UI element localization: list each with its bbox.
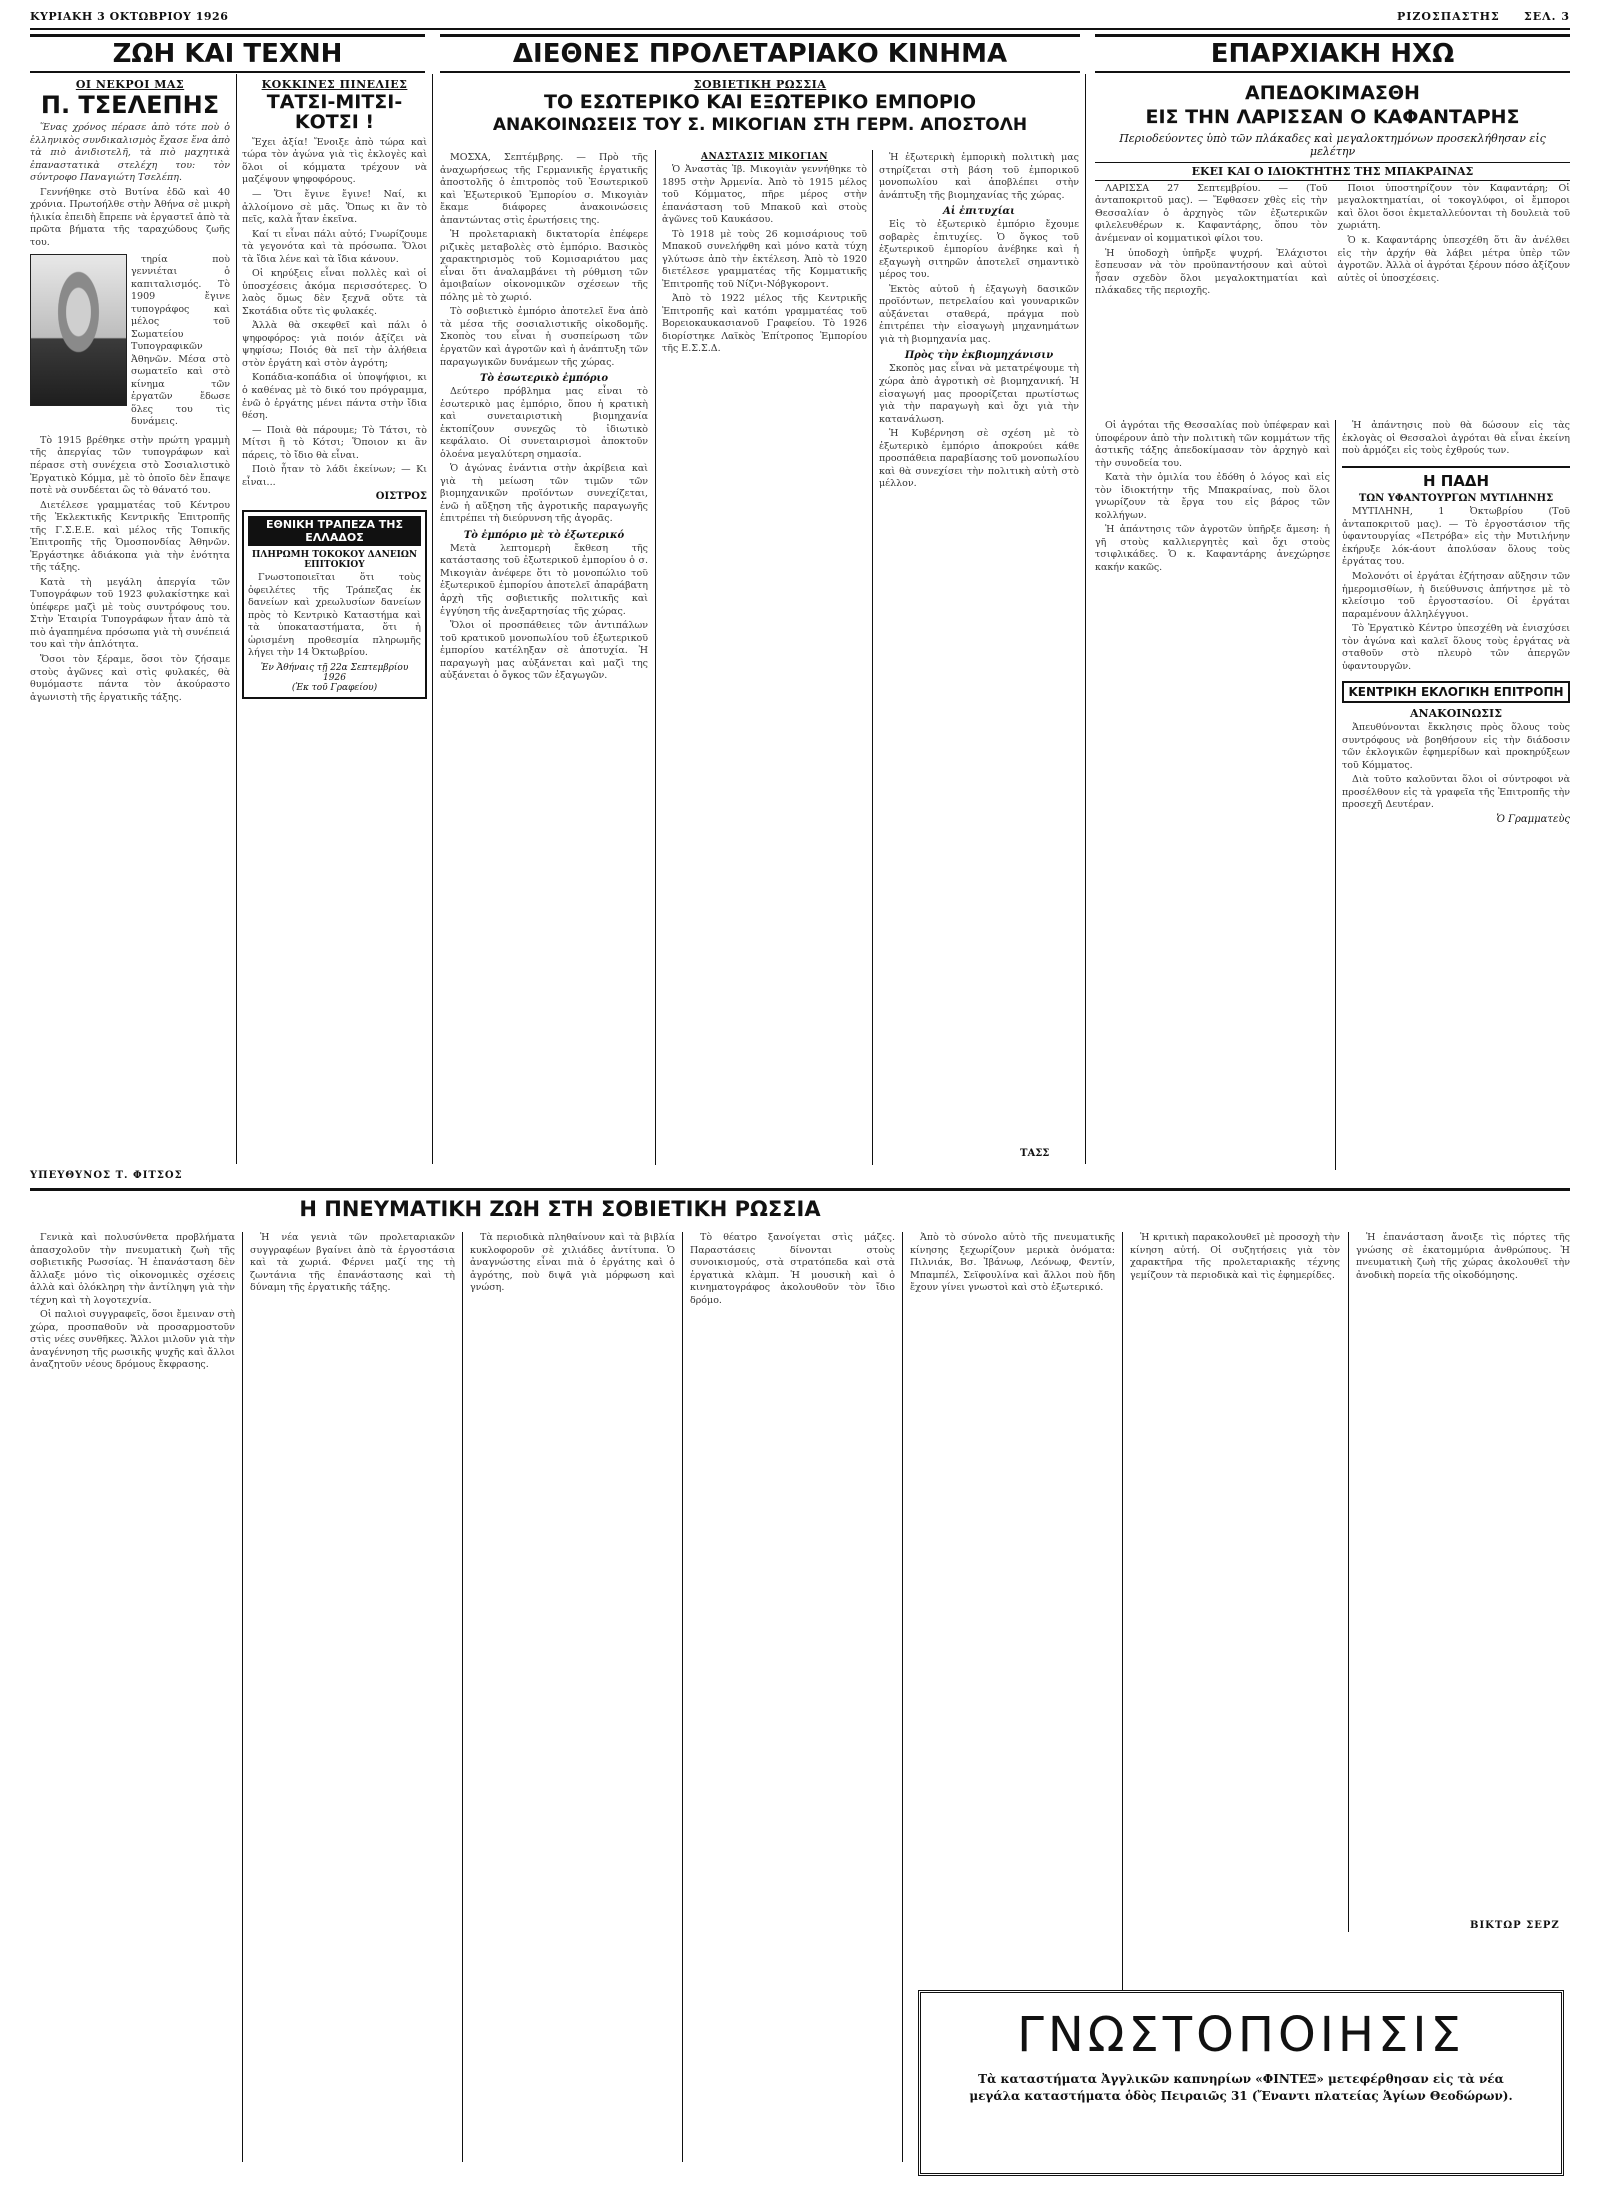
trade-kicker: ΣΟΒΙΕΤΙΚΗ ΡΩΣΣΙΑ bbox=[693, 78, 827, 91]
satire-paragraph: — Ὅτι ἔγινε ἔγινε! Ναί, κι ἀλλοίμονο σὲ μᾶς. Ὅπως κι ἂν τὸ πεῖς, καλὰ ἦταν ἐκεῖνα. bbox=[242, 189, 427, 226]
larissa-paragraph: Κατὰ τὴν ὁμιλία του ἐδόθη ὁ λόγος καὶ εἰς τὸν ἰδιοκτήτην τῆς Μπακραίνας, ποὺ ὅλοι γνωρίζουν τὰ ἔργα του εἰς βάρος τῶν κολλήγων. bbox=[1095, 472, 1330, 521]
larissa-headline-2: ΕΙΣ ΤΗΝ ΛΑΡΙΣΣΑΝ Ο ΚΑΦΑΝΤΑΡΗΣ bbox=[1145, 105, 1520, 128]
satire-column bbox=[242, 78, 427, 1163]
news-agency: ΤΑΣΣ bbox=[1020, 1148, 1050, 1159]
trade-subsection-head: Αἱ ἐπιτυχίαι bbox=[943, 206, 1015, 218]
election-committee-paragraph: Διὰ τοῦτο καλοῦνται ὅλοι οἱ σύντροφοι νὰ προσέλθουν εἰς τὰ γραφεῖα τῆς Ἐπιτροπῆς τὴν προσεχῆ Δευτέραν. bbox=[1342, 774, 1570, 811]
satire-kicker: ΚΟΚΚΙΝΕΣ ΠΙΝΕΛΙΕΣ bbox=[261, 78, 408, 91]
issue-date: ΚΥΡΙΑΚΗ 3 ΟΚΤΩΒΡΙΟΥ 1926 bbox=[30, 10, 229, 23]
culture-paragraph: Τὰ περιοδικὰ πληθαίνουν καὶ τὰ βιβλία κυκλοφοροῦν σὲ χιλιάδες ἀντίτυπα. Ὁ ἀναγνώστης εἶναι πιὰ ὁ ἐργάτης καὶ ὁ ἀγρότης, ποὺ διψᾶ γιὰ μόρφωση καὶ γνώση. bbox=[470, 1232, 675, 1294]
bank-notice bbox=[242, 510, 427, 699]
trade-paragraph: Σκοπὸς μας εἶναι νὰ μετατρέψουμε τὴ χώρα ἀπὸ ἀγροτικὴ σὲ βιομηχανική. Ἡ εἰσαγωγή μας προορίζεται πρωτίστως γιὰ τὴν παραγωγὴ καὶ ὄχι γιὰ τὴν κατανάλωση. bbox=[879, 363, 1079, 425]
column-rule bbox=[1085, 74, 1086, 1164]
election-committee-notice bbox=[1342, 681, 1570, 825]
column-rule bbox=[682, 1232, 683, 2162]
trade-article-head bbox=[440, 78, 1080, 148]
masthead-strip bbox=[30, 10, 1570, 24]
culture-paragraph: Τὸ θέατρο ξανοίγεται στὶς μάζες. Παραστάσεις δίνονται στοὺς συνοικισμούς, στὰ στρατόπεδα καὶ στὰ ἐργατικὰ κλὰμπ. Ἡ μουσικὴ καὶ ὁ κινηματογράφος ἀκολουθοῦν τὸν ἴδιο δρόμο. bbox=[690, 1232, 895, 1306]
trade-column-2 bbox=[662, 152, 867, 1162]
trade-subsection-head: Πρὸς τὴν ἐκβιομηχάνισιν bbox=[904, 350, 1054, 362]
culture-paragraph: Οἱ παλιοὶ συγγραφεῖς, ὅσοι ἔμειναν στὴ χώρα, προσπαθοῦν νὰ προσαρμοστοῦν στὶς νέες συνθῆκες. Ἄλλοι μιλοῦν γιὰ τὴν ἀναγέννηση τῆς ρωσικῆς ψυχῆς καὶ ἄλλοι ἀναζητοῦν νέους δρόμους ἔκφρασης. bbox=[30, 1309, 235, 1371]
mytilene-article bbox=[1342, 466, 1570, 674]
culture-paragraph: Ἡ ἐπανάσταση ἄνοιξε τὶς πόρτες τῆς γνώσης σὲ ἑκατομμύρια ἀνθρώπους. Ἡ πνευματικὴ ζωὴ τῆς χώρας ἀκολουθεῖ τὴν ἀνοδικὴ πορεία τῆς οἰκοδόμησης. bbox=[1356, 1232, 1570, 1281]
obituary-paragraph: Τὸ 1915 βρέθηκε στὴν πρώτη γραμμὴ τῆς ἀπεργίας τῶν τυπογράφων καὶ πέρασε στὴ συνέχεια στὸ Σοσιαλιστικὸ Ἐργατικὸ Κόμμα, μὲ τὸ ὁποῖο δὲν ἔπαψε ποτὲ νὰ συνδέεται ὣς τὸ θάνατό του. bbox=[30, 434, 230, 497]
bank-notice-body: Γνωστοποιεῖται ὅτι τοὺς ὀφειλέτες τῆς Τράπεζας ἐκ δανείων καὶ χρεωλυσίων δανείων πρὸς τὸ Κεντρικὸ Καταστήμα καὶ τὰ ὑποκαταστήματα, ὅτι ἡ ὡρισμένη προθεσμία πληρωμῆς λήγει τὴν 14 Ὀκτωβρίου. bbox=[248, 572, 421, 659]
trade-subsection-head: Τὸ ἐσωτερικὸ ἐμπόριο bbox=[479, 373, 609, 385]
trade-paragraph: Δεύτερο πρόβλημα μας εἶναι τὸ ἐσωτερικὸ μας ἐμπόριο, ὅπου ἡ κρατικὴ καὶ συνεταιριστικὴ βιομηχανία ἐκτοπίζουν συνεχῶς τὸ ἰδιωτικὸ κεφάλαιο. Οἱ συνεταιρισμοὶ ἀποκτοῦν ὁλοένα μεγαλύτερη σημασία. bbox=[440, 386, 648, 460]
page-label: ΣΕΛ. 3 bbox=[1523, 10, 1570, 23]
larissa-strap: ΕΚΕΙ ΚΑΙ Ο ΙΔΙΟΚΤΗΤΗΣ ΤΗΣ ΜΠΑΚΡΑΙΝΑΣ bbox=[1095, 162, 1570, 181]
trade-paragraph: Ὅλοι οἱ προσπάθειες τῶν ἀντιπάλων τοῦ κρατικοῦ μονοπωλίου τοῦ ἐξωτερικοῦ ἐμπορίου κατέληξαν σὲ ἀποτυχία. Ἡ παραγωγὴ μας αὐξάνεται καὶ μαζὶ της αὐξάνεται ὁ ὄγκος τῶν ἐξαγωγῶν. bbox=[440, 620, 648, 682]
obituary-paragraph: Διετέλεσε γραμματέας τοῦ Κέντρου τῆς Ἐκλεκτικῆς Κεντρικῆς Ἐπιτροπῆς τῆς Γ.Σ.Ε.Ε. καὶ μέλος τῆς Τοπικῆς Ἐπιτροπῆς τῆς Ὁμοσπονδίας Ἀθηνῶν. Ἐργάστηκε ἀδιάκοπα γιὰ τὴν ἑνότητα τῆς τάξης. bbox=[30, 499, 230, 574]
culture-paragraph: Ἡ κριτικὴ παρακολουθεῖ μὲ προσοχὴ τὴν κίνηση αὐτή. Οἱ συζητήσεις γιὰ τὸν χαρακτῆρα τῆς προλεταριακῆς τέχνης γεμίζουν τὰ περιοδικὰ καὶ τὶς ἐφημερίδες. bbox=[1130, 1232, 1340, 1281]
trade-subsection-head: Τὸ ἐμπόριο μὲ τὸ ἐξωτερικό bbox=[463, 529, 625, 541]
top-rule bbox=[30, 28, 1570, 30]
larissa-headline: ΑΠΕΔΟΚΙΜΑΣΘΗ bbox=[1245, 82, 1420, 104]
trade-column-3 bbox=[879, 152, 1079, 1162]
larissa-paragraph: Ἡ ἀπάντησις τῶν ἀγροτῶν ὑπῆρξε ἄμεση: ἡ γῆ στοὺς καλλιεργητὲς καὶ ὄχι στοὺς τσιφλικάδες. Ὁ κ. Καφαντάρης ἀνεχώρησε κακήν κακῶς. bbox=[1095, 524, 1330, 573]
bank-notice-subtitle: ΠΛΗΡΩΜΗ ΤΟΚΟΚΟΥ ΔΑΝΕΙΩΝ ΕΠΙΤΟΚΙΟΥ bbox=[251, 550, 418, 571]
mytilene-subheadline: ΤΩΝ ΥΦΑΝΤΟΥΡΓΩΝ ΜΥΤΙΛΗΝΗΣ bbox=[1358, 493, 1554, 505]
obituary-intro: Ἕνας χρόνος πέρασε ἀπὸ τότε ποὺ ὁ ἑλληνικὸς συνδικαλισμὸς ἔχασε ἕνα ἀπὸ τὰ πιὸ ἀνιδιοτελῆ, τὰ πιὸ μαχητικὰ ἐπαναστατικὰ στελέχη του: τὸν σύντροφο Παναγιώτη Τσελέπη. bbox=[30, 122, 230, 184]
culture-author: ΒΙΚΤΩΡ ΣΕΡΖ bbox=[1470, 1920, 1560, 1931]
obituary-article bbox=[30, 78, 230, 1163]
trade-paragraph: Ὁ ἀγώνας ἐνάντια στὴν ἀκρίβεια καὶ γιὰ τὴ μείωση τῶν τιμῶν τῶν βιομηχανικῶν προϊόντων συνεχίζεται, ἐνῶ ἡ αὔξηση τῆς ἀγροτικῆς παραγωγῆς ἐπιτρέπει τὴ διεύρυνση τῆς ἀγορᾶς. bbox=[440, 463, 648, 525]
election-committee-subhead: ΑΝΑΚΟΙΝΩΣΙΣ bbox=[1410, 707, 1502, 721]
column-rule bbox=[902, 1232, 903, 2162]
larissa-paragraph: Ὁ κ. Καφαντάρης ὑπεσχέθη ὅτι ἂν ἀνέλθει εἰς τὴν ἀρχήν θὰ λάβει μέτρα ὑπὲρ τῶν ἀγροτῶν. Ἀλλὰ οἱ ἀγρόται ξέρουν πόσο ἀξίζουν αὐτὲς οἱ ὑποσχέσεις. bbox=[1337, 235, 1570, 284]
satire-paragraph: Καί τι εἶναι πάλι αὐτό; Γνωρίζουμε τὰ γεγονότα καὶ τὰ πρόσωπα. Ὅλοι τὰ ἴδια λένε καὶ τὰ ἴδια κάνουν. bbox=[242, 228, 427, 265]
right-column-stack bbox=[1342, 420, 1570, 1165]
column-rule bbox=[655, 150, 656, 1165]
larissa-paragraph: Οἱ ἀγρόται τῆς Θεσσαλίας ποὺ ὑπέφεραν καὶ ὑποφέρουν ἀπὸ τὴν πολιτικὴ τῶν κομμάτων τῆς ἀστικῆς τάξης ἀπεδοκίμασαν τὸν ἀρχηγὸ καὶ τὴν συνοδεία του. bbox=[1095, 420, 1330, 469]
satire-headline: ΤΑΤΣΙ-ΜΙΤΣΙ-ΚΟΤΣΙ ! bbox=[266, 91, 403, 133]
mytilene-paragraph: Μολονότι οἱ ἐργάται ἐζήτησαν αὔξησιν τῶν ἡμερομισθίων, ἡ διεύθυνσις ἀπήντησε μὲ τὸ κλείσιμο τοῦ ἐργοστασίου. Οἱ ἐργάται παραμένουν ἀλληλέγγυοι. bbox=[1342, 571, 1570, 620]
bank-notice-title: ΕΘΝΙΚΗ ΤΡΑΠΕΖΑ ΤΗΣ ΕΛΛΑΔΟΣ bbox=[248, 516, 421, 546]
satire-paragraph: Ἀλλὰ θὰ σκεφθεῖ καὶ πάλι ὁ ψηφοφόρος: γιὰ ποιόν ἀξίζει νὰ ψηφίσω; Ποιός θὰ πεῖ τὴν ἀλήθεια στὸν ἐργάτη καὶ στὸν ἀγρότη; bbox=[242, 320, 427, 369]
paper-name: ΡΙΖΟΣΠΑΣΤΗΣ bbox=[1396, 10, 1500, 23]
column-rule bbox=[462, 1232, 463, 2162]
page-number bbox=[1397, 10, 1570, 23]
larissa-paragraph: Ποιοι ὑποστηρίζουν τὸν Καφαντάρη; Οἱ μεγαλοκτηματίαι, οἱ τοκογλύφοι, οἱ ἔμποροι καὶ ὅλοι ὅσοι ἐκμεταλλεύονται τὴ δουλειὰ τοῦ χωριάτη. bbox=[1337, 182, 1570, 232]
election-committee-paragraph: Ἀπευθύνονται ἔκκλησις πρὸς ὅλους τοὺς συντρόφους νὰ βοηθήσουν εἰς τὴν διάδοσιν τῶν ἐκλογικῶν ἐφημερίδων καὶ προκηρύξεων τοῦ Κόμματος. bbox=[1342, 722, 1570, 771]
trade-paragraph: Ἐκτὸς αὐτοῦ ἡ ἐξαγωγὴ δασικῶν προϊόντων, πετρελαίου καὶ γουναρικῶν αὐξάνεται σταθερά, πράγμα ποὺ ἐπιτρέπει τὴν εἰσαγωγὴ μηχανημάτων γιὰ τὴ βιομηχανία μας. bbox=[879, 283, 1079, 345]
section-head-center: ΔΙΕΘΝΕΣ ΠΡΟΛΕΤΑΡΙΑΚΟ ΚΙΝΗΜΑ bbox=[440, 34, 1080, 73]
column-rule bbox=[242, 1232, 243, 2162]
trade-paragraph: Μετὰ λεπτομερὴ ἔκθεση τῆς κατάστασης τοῦ ἐξωτερικοῦ ἐμπορίου ὁ σ. Μικογιὰν ἀνέφερε ὅτι τὸ μονοπώλιο τοῦ ἐξωτερικοῦ ἐμπορίου ἀποτελεῖ ἀπαράβατη ἀρχὴ τῆς σοβιετικῆς πολιτικῆς καὶ ἐγγύηση τῆς ἀνεξαρτησίας τῆς χώρας. bbox=[440, 542, 648, 617]
satire-paragraph: Οἱ κηρύξεις εἶναι πολλὲς καὶ οἱ ὑποσχέσεις ἀκόμα περισσότερες. Ὁ λαὸς ὅμως δὲν ξεχνᾶ οὔτε τὰ Σκοτάδια οὔτε τὶς φυλακές. bbox=[242, 268, 427, 317]
mytilene-paragraph: Τὸ Ἐργατικὸ Κέντρο ὑπεσχέθη νὰ ἐνισχύσει τὸν ἀγώνα καὶ καλεῖ ὅλους τοὺς ἐργάτας νὰ σταθοῦν στὸ πλευρὸ τῶν ἀπεργῶν ὑφαντουργῶν. bbox=[1342, 623, 1570, 672]
column-rule bbox=[1348, 1232, 1349, 1932]
larissa-paragraph: Ἡ ἀπάντησις ποὺ θὰ δώσουν εἰς τὰς ἐκλογὰς οἱ Θεσσαλοὶ ἀγρόται θὰ εἶναι ἐκείνη ποὺ ἀρμόζει εἰς τοὺς ἐχθρούς των. bbox=[1342, 420, 1570, 457]
column-rule bbox=[236, 74, 237, 1164]
larissa-column-left bbox=[1095, 420, 1330, 1165]
obituary-kicker: ΟΙ ΝΕΚΡΟΙ ΜΑΣ bbox=[75, 78, 185, 91]
bio-paragraph: Ὁ Ἀναστὰς Ἰβ. Μικογιὰν γεννήθηκε τὸ 1895 στὴν Ἀρμενία. Ἀπὸ τὸ 1915 μέλος τοῦ Κόμματος, πῆρε μέρος στὴν ἐπανάσταση τοῦ Μπακοῦ καὶ στοὺς ἀγῶνες τοῦ Καυκάσου. bbox=[662, 164, 867, 226]
satire-signature: ΟΙΣΤΡΟΣ bbox=[375, 491, 427, 503]
obituary-paragraph: Κατὰ τὴ μεγάλη ἀπεργία τῶν Τυπογράφων τοῦ 1923 φυλακίστηκε καὶ ὑπέφερε μαζὶ μὲ τοὺς συντρόφους του. Στὴν Ἑταιρία Τυπογράφων ἦταν ἀπὸ τὰ πιὸ ἀγαπημένα πρόσωπα γιὰ τὴ συνέπειά του καὶ τὴν ἀπλότητα. bbox=[30, 576, 230, 651]
obituary-headline: Π. ΤΣΕΛΕΠΗΣ bbox=[40, 91, 220, 119]
advertisement-text: Τὰ καταστήματα Ἀγγλικῶν καπνηρίων «ΦΙΝΤΕΞ» μετεφέρθησαν εἰς τὰ νέα μεγάλα καταστήματα ὁδὸς Πειραιῶς 31 (Ἔναντι πλατείας Ἁγίων Θεοδώρων). bbox=[969, 2072, 1513, 2103]
bank-notice-date: Ἐν Ἀθήναις τῇ 22α Σεπτεμβρίου 1926 bbox=[260, 662, 409, 683]
bank-notice-sign: (Ἐκ τοῦ Γραφείου) bbox=[291, 682, 378, 693]
trade-paragraph: Ἡ προλεταριακὴ δικτατορία ἐπέφερε ριζικὲς μεταβολὲς στὸ ἐμπόριο. Βασικὸς χαρακτηρισμὸς τοῦ Κομισαριάτου μας εἶναι ὅτι ἀναλαμβάνει τὴ ρύθμιση τῶν ἀμοιβαίων οἰκονομικῶν σχέσεων τῆς πόλης μὲ τὸ χωριό. bbox=[440, 229, 648, 303]
mytilene-paragraph: ΜΥΤΙΛΗΝΗ, 1 Ὀκτωβρίου (Τοῦ ἀνταποκριτοῦ μας). — Τὸ ἐργοστάσιον τῆς ὑφαντουργίας «Πετρόβα» εἰς τὴν Μυτιλήνην ἐκήρυξε λόκ-άουτ ἀπολύσαν ὅλους τοὺς ἐργάτας του. bbox=[1342, 506, 1570, 568]
responsible-editor: ΥΠΕΥΘΥΝΟΣ Τ. ΦΙΤΣΟΣ bbox=[30, 1170, 183, 1181]
satire-paragraph: Κοπάδια-κοπάδια οἱ ὑποψήφιοι, κι ὁ καθένας μὲ τὸ δικό του πρόγραμμα, ἐνῶ ὁ ἐργάτης μένει πάντα στὴν ἴδια θέση. bbox=[242, 372, 427, 422]
larissa-article-head bbox=[1095, 78, 1570, 413]
satire-paragraph: Ποιὸ ἦταν τὸ λάδι ἐκείνων; — Κι εἶναι... bbox=[242, 464, 427, 488]
portrait-photo bbox=[30, 254, 127, 406]
advertisement-title: ΓΝΩΣΤΟΠΟΙΗΣΙΣ bbox=[1017, 2007, 1465, 2063]
trade-column-1 bbox=[440, 152, 648, 1162]
advertisement-box bbox=[918, 1990, 1564, 2176]
culture-paragraph: Γενικὰ καὶ πολυσύνθετα προβλήματα ἀπασχολοῦν τὴν πνευματικὴ ζωὴ τῆς σοβιετικῆς Ρωσσίας. Ἡ ἐπανάσταση δὲν ἄλλαξε μόνο τὶς οἰκονομικὲς σχέσεις ἀλλὰ καὶ ὁλόκληρη τὴν ἀντίληψη γιὰ τὴν τέχνη καὶ τὴ λογοτεχνία. bbox=[30, 1232, 235, 1306]
trade-subheadline: ΑΝΑΚΟΙΝΩΣΕΙΣ ΤΟΥ Σ. ΜΙΚΟΓΙΑΝ ΣΤΗ ΓΕΡΜ. ΑΠΟΣΤΟΛΗ bbox=[492, 114, 1028, 135]
larissa-subhead: Περιοδεύοντες ὑπὸ τῶν πλάκαδες καὶ μεγαλοκτημόνων προσεκλήθησαν εἰς μελέτην bbox=[1119, 131, 1546, 158]
trade-paragraph: Ἡ Κυβέρνηση σὲ σχέση μὲ τὸ ἐξωτερικὸ ἐμπόριο ἀποκρούει κάθε προσπάθεια παραβίασης τοῦ μονοπωλίου καὶ θὰ συνεχίσει τὴν πολιτικὴ αὐτὴ στὸ μέλλον. bbox=[879, 428, 1079, 490]
election-committee-head: ΚΕΝΤΡΙΚΗ ΕΚΛΟΓΙΚΗ ΕΠΙΤΡΟΠΗ bbox=[1342, 681, 1570, 703]
trade-paragraph: Ἡ ἐξωτερικὴ ἐμπορικὴ πολιτικὴ μας στηρίζεται στὴ βάση τοῦ ἐμπορικοῦ μονοπωλίου καὶ ἀποβλέπει στὴν ἀνάπτυξη τῆς βιομηχανίας τῆς χώρας. bbox=[879, 152, 1079, 201]
trade-paragraph: ΜΟΣΧΑ, Σεπτέμβρης. — Πρὸ τῆς ἀναχωρήσεως τῆς Γερμανικῆς ἐργατικῆς ἀποστολῆς ὁ ἐπιτροπὸς τοῦ Ἐσωτερικοῦ καὶ Ἐξωτερικοῦ Ἐμπορίου σ. Μικογιὰν ἔκαμε διάφορες ἀνακοινώσεις ἀπαντώντας στὶς ἐρωτήσεις της. bbox=[440, 152, 648, 226]
culture-paragraph: Ἡ νέα γενιὰ τῶν προλεταριακῶν συγγραφέων βγαίνει ἀπὸ τὰ ἐργοστάσια καὶ τὰ χωριά. Φέρνει μαζί της τὴ ζωντάνια τῆς ἐπανάστασης καὶ τὴ δύναμη τῆς ἐργατικῆς τάξης. bbox=[250, 1232, 455, 1294]
trade-paragraph: Τὸ σοβιετικὸ ἐμπόριο ἀποτελεῖ ἕνα ἀπὸ τὰ μέσα τῆς σοσιαλιστικῆς οἰκοδομῆς. Σκοπὸς του εἶναι ἡ συσπείρωση τῶν ἐργατῶν καὶ ἀγροτῶν καὶ ἡ ἀνάπτυξη τῶν παραγωγικῶν δυνάμεων τῆς χώρας. bbox=[440, 306, 648, 368]
trade-headline: ΤΟ ΕΣΩΤΕΡΙΚΟ ΚΑΙ ΕΞΩΤΕΡΙΚΟ ΕΜΠΟΡΙΟ bbox=[543, 91, 977, 113]
obituary-paragraph: Γεννήθηκε στὸ Βυτίνα ἐδῶ καὶ 40 χρόνια. Πρωτοήλθε στὴν Ἀθήνα σὲ μικρὴ ἡλικία ἐπειδὴ ἔπρεπε νὰ ἐργαστεῖ ἀπὸ τὰ πρῶτα βήματα τῆς ταραχώδους ζωῆς του. bbox=[30, 186, 230, 248]
culture-paragraph: Ἀπὸ τὸ σύνολο αὐτὸ τῆς πνευματικῆς κίνησης ξεχωρίζουν μερικὰ ὀνόματα: Πιλνιάκ, Βσ. Ἰβάνωφ, Λεόνωφ, Φεντίν, Μπαμπέλ, Σεϊφουλίνα καὶ ἄλλοι ποὺ ἤδη ἔχουν γίνει γνωστοὶ καὶ στὸ ἐξωτερικό. bbox=[910, 1232, 1115, 1294]
larissa-paragraph: Ἡ ὑποδοχὴ ὑπῆρξε ψυχρή. Ἐλάχιστοι ἔσπευσαν νὰ τὸν προϋπαντήσουν καὶ αὐτοὶ ἦσαν σχεδὸν ὅλοι μεγαλοκτηματίαι καὶ πλάκαδες τῆς περιοχῆς. bbox=[1095, 247, 1328, 297]
trade-paragraph: Εἰς τὸ ἐξωτερικὸ ἐμπόριο ἔχουμε σοβαρὲς ἐπιτυχίες. Ὁ ὄγκος τοῦ ἐξωτερικοῦ ἐμπορίου ἀνέβηκε καὶ ἡ εξαγωγὴ σιτηρῶν ἀποτελεῖ σημαντικὸ μέρος του. bbox=[879, 219, 1079, 281]
bio-paragraph: Τὸ 1918 μὲ τοὺς 26 κομισάριους τοῦ Μπακοῦ συνελήφθη καὶ μόνο κατὰ τύχη γλύτωσε ἀπὸ τὴν ἐκτέλεση. Ἀπὸ τὸ 1920 διετέλεσε γραμματέας τῆς Κομματικῆς Ἐπιτροπῆς τοῦ Νίζνι-Νόβγκοροντ. bbox=[662, 228, 867, 290]
section-head-right: ΕΠΑΡΧΙΑΚΗ ΗΧΩ bbox=[1095, 34, 1570, 73]
section-rule bbox=[30, 1188, 1570, 1191]
column-rule bbox=[1335, 420, 1336, 1170]
bio-paragraph: Ἀπὸ τὸ 1922 μέλος τῆς Κεντρικῆς Ἐπιτροπῆς καὶ κατόπι γραμματέας τοῦ Βορειοκαυκασιανοῦ Γραφείου. Τὸ 1926 διορίστηκε Λαϊκὸς Ἐπίτροπος Ἐμπορίου τῆς Ε.Σ.Σ.Δ. bbox=[662, 293, 867, 355]
obituary-paragraph: τηρία ποὺ γεννιέται ὁ καπιταλισμός. Τὸ 1909 ἔγινε τυπογράφος καὶ μέλος τοῦ Σωματείου Τυπογραφικῶν Ἀθηνῶν. Μέσα στὸ σωματεῖο καὶ στὸ κίνημα τῶν ἐργατῶν ἔδωσε ὅλες του τὶς δυνάμεις. bbox=[131, 253, 230, 428]
satire-paragraph: Ἔχει ἀξία! Ἔνοιξε ἀπὸ τώρα καὶ τώρα τὸν ἀγώνα γιὰ τὶς ἐκλογὲς καὶ ὅλοι οἱ κόμματα τρέχουν νὰ μαζέψουν ψηφοφόρους. bbox=[242, 136, 427, 186]
obituary-paragraph: Ὅσοι τὸν ξέραμε, ὅσοι τὸν ζήσαμε στοὺς ἀγῶνες καὶ στὶς φυλακές, θὰ θυμόμαστε πάντα τὸν ἀκούραστο ἀγωνιστὴ τῆς ἐργατικῆς τάξης. bbox=[30, 653, 230, 703]
mytilene-headline: Η ΠΑΔΗ bbox=[1422, 471, 1490, 490]
satire-paragraph: — Ποιὰ θὰ πάρουμε; Τὸ Τάτσι, τὸ Μίτσι ἢ τὸ Κότσι; Ὅποιον κι ἂν πάρεις, τὸ ἴδιο θὰ εἶναι. bbox=[242, 424, 427, 461]
mikoyan-bio-kicker: ΑΝΑΣΤΑΣΙΣ ΜΙΚΟΓΙΑΝ bbox=[701, 152, 828, 162]
larissa-paragraph: ΛΑΡΙΣΣΑ 27 Σεπτεμβρίου. — (Τοῦ ἀνταποκριτοῦ μας). — Ἔφθασεν χθὲς εἰς τὴν Θεσσαλίαν ὁ ἀρχηγὸς τῶν ἐξωτερικῶν φιλελευθέρων κ. Καφαντάρης, ὅπου τὸν ἀνέμεναν οἱ κομματικοὶ φίλοι του. bbox=[1095, 182, 1328, 244]
column-rule bbox=[432, 74, 433, 1164]
section-head-left: ΖΩΗ ΚΑΙ ΤΕΧΝΗ bbox=[30, 34, 425, 73]
election-committee-sign: Ὁ Γραμματεὺς bbox=[1496, 813, 1570, 825]
column-rule bbox=[872, 150, 873, 1165]
culture-headline: Η ΠΝΕΥΜΑΤΙΚΗ ΖΩΗ ΣΤΗ ΣΟΒΙΕΤΙΚΗ ΡΩΣΣΙΑ bbox=[299, 1197, 821, 1221]
